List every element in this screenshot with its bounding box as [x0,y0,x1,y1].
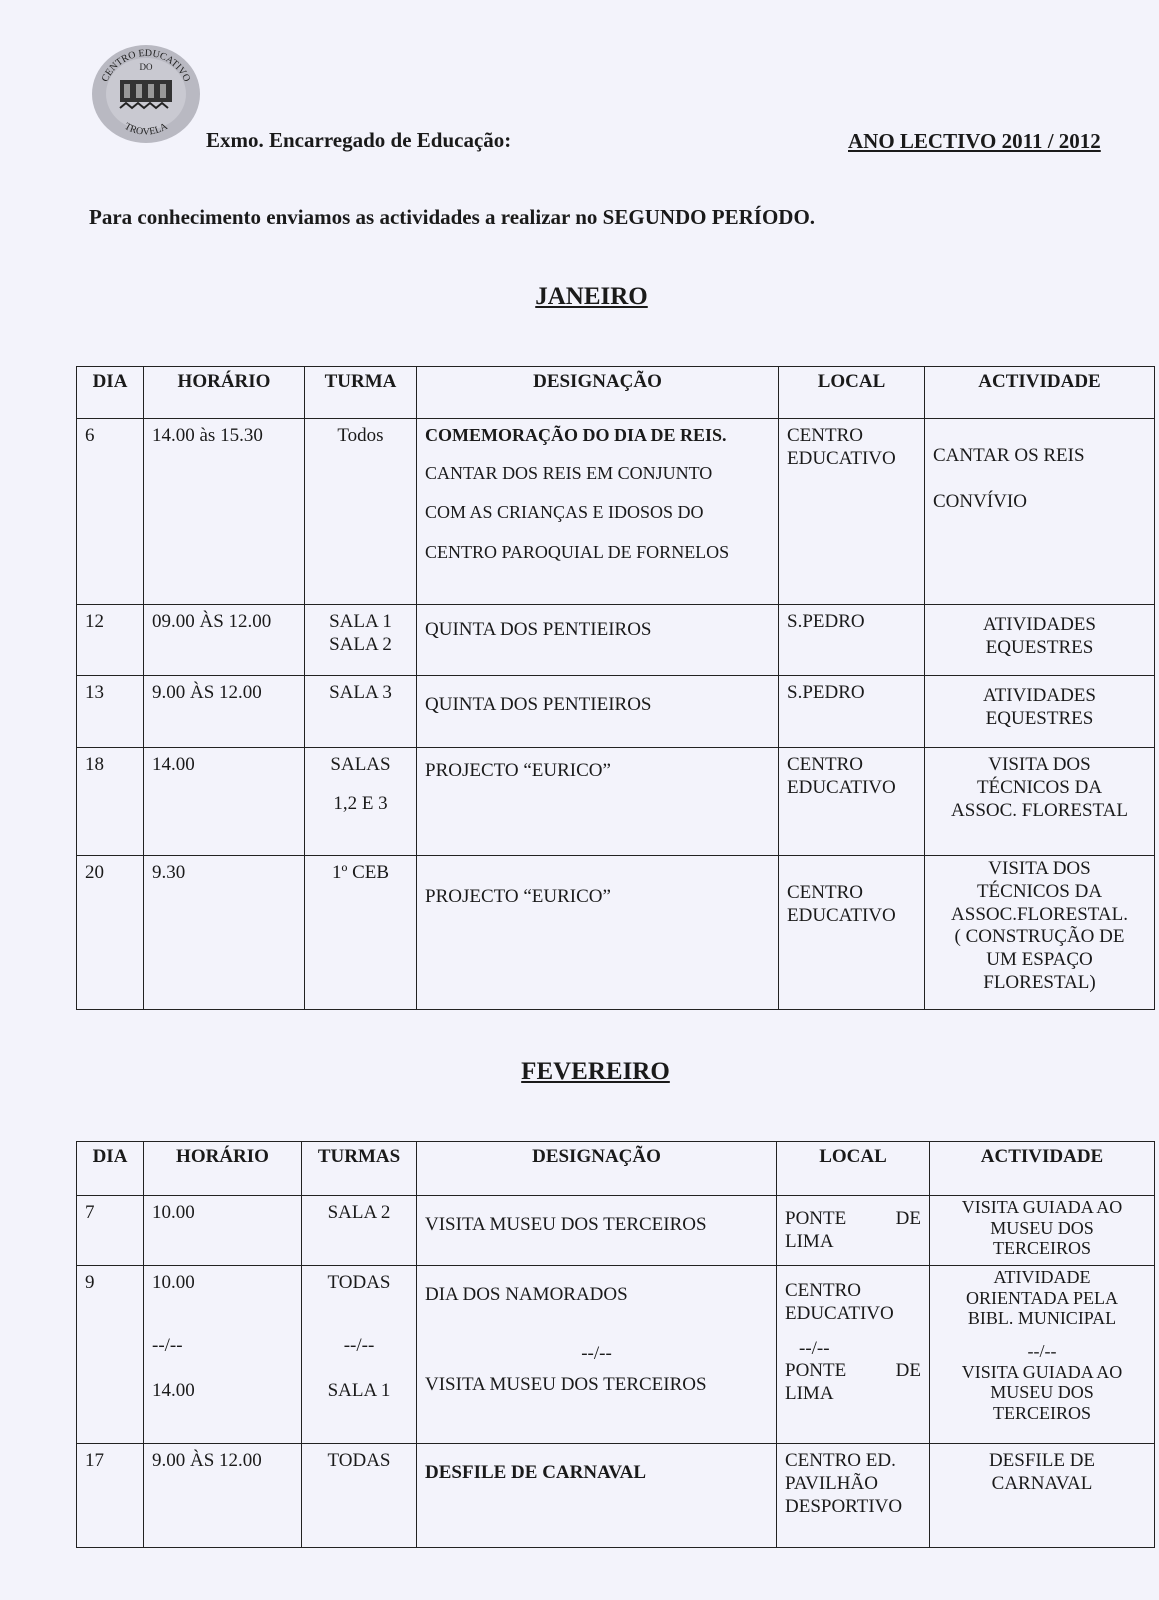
intro-text: Para conhecimento enviamos as actividades a realizar no SEGUNDO PERÍODO. [89,205,816,229]
designacao-line: DIA DOS NAMORADOS [425,1284,628,1305]
actividade-cell [930,1444,1155,1548]
actividade-line: TERCEIROS [992,1238,1091,1259]
table-row [77,1196,1155,1266]
dia-cell: 6 [77,419,144,605]
actividade-line: VISITA GUIADA AO [961,1361,1123,1382]
actividade-line: DESFILE DE [988,1450,1096,1471]
local-line: EDUCATIVO [787,447,896,469]
turma-cell: TODAS [302,1444,417,1548]
local-line: PAVILHÃO [785,1472,878,1494]
designacao-cell: DESFILE DE CARNAVAL [417,1444,777,1548]
header-cell: LOCAL [779,367,925,419]
designacao-cell: QUINTA DOS PENTIEIROS [417,605,779,676]
actividade-line: ASSOC. FLORESTAL [951,799,1128,821]
designacao-cell: VISITA MUSEU DOS TERCEIROS [417,1196,777,1266]
horario-line: --/-- [152,1334,183,1356]
horario-cell: 14.00 às 15.30 [144,419,305,605]
actividade-line: --/-- [1027,1341,1057,1362]
actividade-line: TERCEIROS [992,1403,1091,1424]
local-line: CENTRO [787,754,863,775]
actividade-cell [925,605,1155,676]
local-cell [777,1266,930,1444]
turma-line: SALA 2 [329,633,392,655]
actividade-line: ATIVIDADES [983,685,1096,706]
designacao-cell: QUINTA DOS PENTIEIROS [417,676,779,748]
header-cell: TURMA [305,367,417,419]
actividade-cell [925,676,1155,748]
actividade-line: CONVÍVIO [933,490,1027,512]
designacao-line: CENTRO PAROQUIAL DE FORNELOS [425,541,730,562]
table-row [77,1444,1155,1548]
local-cell [779,748,925,856]
turma-cell: Todos [305,419,417,605]
local-cell [777,1444,930,1548]
designacao-cell: PROJECTO “EURICO” [417,748,779,856]
actividade-line: EQUESTRES [985,707,1094,729]
actividade-line: VISITA GUIADA AO [961,1197,1123,1217]
local-line: CENTRO ED. [785,1450,896,1471]
local-line [785,1208,921,1231]
actividade-line: VISITA DOS [988,858,1091,879]
local-line: EDUCATIVO [785,1302,894,1324]
header-cell: ACTIVIDADE [930,1142,1155,1196]
turma-cell: SALA 2 [302,1196,417,1266]
horario-line: 10.00 [152,1272,195,1293]
horario-cell: 9.30 [144,856,305,1010]
school-year-heading: ANO LECTIVO 2011 / 2012 [848,129,1101,153]
designacao-cell: PROJECTO “EURICO” [417,856,779,1010]
actividade-line: ATIVIDADES [983,614,1096,635]
actividade-line: CANTAR OS REIS [933,445,1085,466]
dia-cell: 17 [77,1444,144,1548]
actividade-line: ATIVIDADE [993,1267,1091,1287]
header-cell: HORÁRIO [144,1142,302,1196]
designacao-line: COM AS CRIANÇAS E IDOSOS DO [425,502,704,523]
table-row [77,1266,1155,1444]
local-line: DESPORTIVO [785,1495,903,1517]
horario-cell: 14.00 [144,748,305,856]
actividade-line: ORIENTADA PELA [965,1287,1119,1308]
table-row [77,748,1155,856]
turma-line: SALA 1 [329,611,392,632]
table-header-row [77,1142,1155,1196]
actividade-line: BIBL. MUNICIPAL [967,1308,1117,1329]
table-row [77,856,1155,1010]
turma-cell: 1º CEB [305,856,417,1010]
svg-text:TROVELA: TROVELA [122,121,170,138]
actividade-cell [925,856,1155,1010]
designacao-line: CANTAR DOS REIS EM CONJUNTO [425,462,713,483]
dia-cell: 13 [77,676,144,748]
horario-line: 14.00 [152,1379,195,1401]
turma-cell [302,1266,417,1444]
actividade-cell [925,419,1155,605]
january-title: JANEIRO [535,283,648,310]
actividade-cell [930,1196,1155,1266]
school-seal-logo [90,42,202,144]
local-word: DE [895,1208,921,1229]
local-line: CENTRO [785,1280,861,1301]
table-row [77,676,1155,748]
svg-text:DO: DO [139,62,153,72]
actividade-line: MUSEU DOS [990,1217,1094,1238]
turma-cell: SALA 3 [305,676,417,748]
designacao-cell [417,1266,777,1444]
dia-cell: 7 [77,1196,144,1266]
february-table [76,1141,1155,1548]
local-line: LIMA [785,1230,834,1252]
horario-cell: 9.00 ÀS 12.00 [144,1444,302,1548]
turma-cell [305,748,417,856]
designacao-title: COMEMORAÇÃO DO DIA DE REIS. [425,425,727,445]
designacao-cell [417,419,779,605]
greeting-heading: Exmo. Encarregado de Educação: [206,128,512,152]
january-table [76,366,1155,1010]
local-word: PONTE [785,1360,847,1382]
local-word: PONTE [785,1208,847,1229]
actividade-line: CARNAVAL [991,1472,1093,1494]
local-line: LIMA [785,1383,834,1405]
horario-cell: 9.00 ÀS 12.00 [144,676,305,748]
actividade-line: UM ESPAÇO [986,949,1093,971]
table-row [77,419,1155,605]
turma-line: --/-- [343,1334,375,1356]
actividade-line: TÉCNICOS DA [976,880,1103,902]
local-cell: S.PEDRO [779,605,925,676]
actividade-line: ASSOC.FLORESTAL. [951,903,1128,925]
local-line: CENTRO [787,882,863,903]
turma-line: TODAS [327,1272,391,1293]
header-cell: ACTIVIDADE [925,367,1155,419]
header-cell: DESIGNAÇÃO [417,1142,777,1196]
local-line: EDUCATIVO [787,904,896,926]
header-cell: TURMAS [302,1142,417,1196]
horario-cell: 10.00 [144,1196,302,1266]
actividade-line: EQUESTRES [985,636,1094,658]
header-cell: DESIGNAÇÃO [417,367,779,419]
svg-text:CENTRO EDUCATIVO: CENTRO EDUCATIVO [99,47,193,84]
actividade-line: MUSEU DOS [990,1382,1094,1403]
local-line: EDUCATIVO [787,776,896,798]
table-header-row [77,367,1155,419]
designacao-line: VISITA MUSEU DOS TERCEIROS [425,1373,707,1395]
dia-cell: 20 [77,856,144,1010]
turma-cell [305,605,417,676]
turma-line: 1,2 E 3 [333,792,388,814]
actividade-line: VISITA DOS [988,754,1091,775]
local-line: CENTRO [787,425,863,446]
turma-line: SALAS [330,754,391,775]
horario-cell [144,1266,302,1444]
designacao-line: --/-- [581,1342,612,1364]
local-cell [777,1196,930,1266]
actividade-cell [930,1266,1155,1444]
local-word: DE [895,1360,921,1382]
february-title: FEVEREIRO [521,1058,670,1085]
header-cell: LOCAL [777,1142,930,1196]
header-cell: DIA [77,1142,144,1196]
dia-cell: 9 [77,1266,144,1444]
local-line: --/-- [799,1337,830,1359]
dia-cell: 18 [77,748,144,856]
local-cell: S.PEDRO [779,676,925,748]
table-row [77,605,1155,676]
header-cell: HORÁRIO [144,367,305,419]
local-cell [779,856,925,1010]
dia-cell: 12 [77,605,144,676]
local-cell [779,419,925,605]
actividade-line: TÉCNICOS DA [976,776,1103,798]
header-cell: DIA [77,367,144,419]
actividade-line: FLORESTAL) [983,971,1096,993]
horario-cell: 09.00 ÀS 12.00 [144,605,305,676]
actividade-line: ( CONSTRUÇÃO DE [954,926,1125,948]
actividade-cell [925,748,1155,856]
local-line [785,1360,921,1383]
turma-line: SALA 1 [327,1379,391,1401]
